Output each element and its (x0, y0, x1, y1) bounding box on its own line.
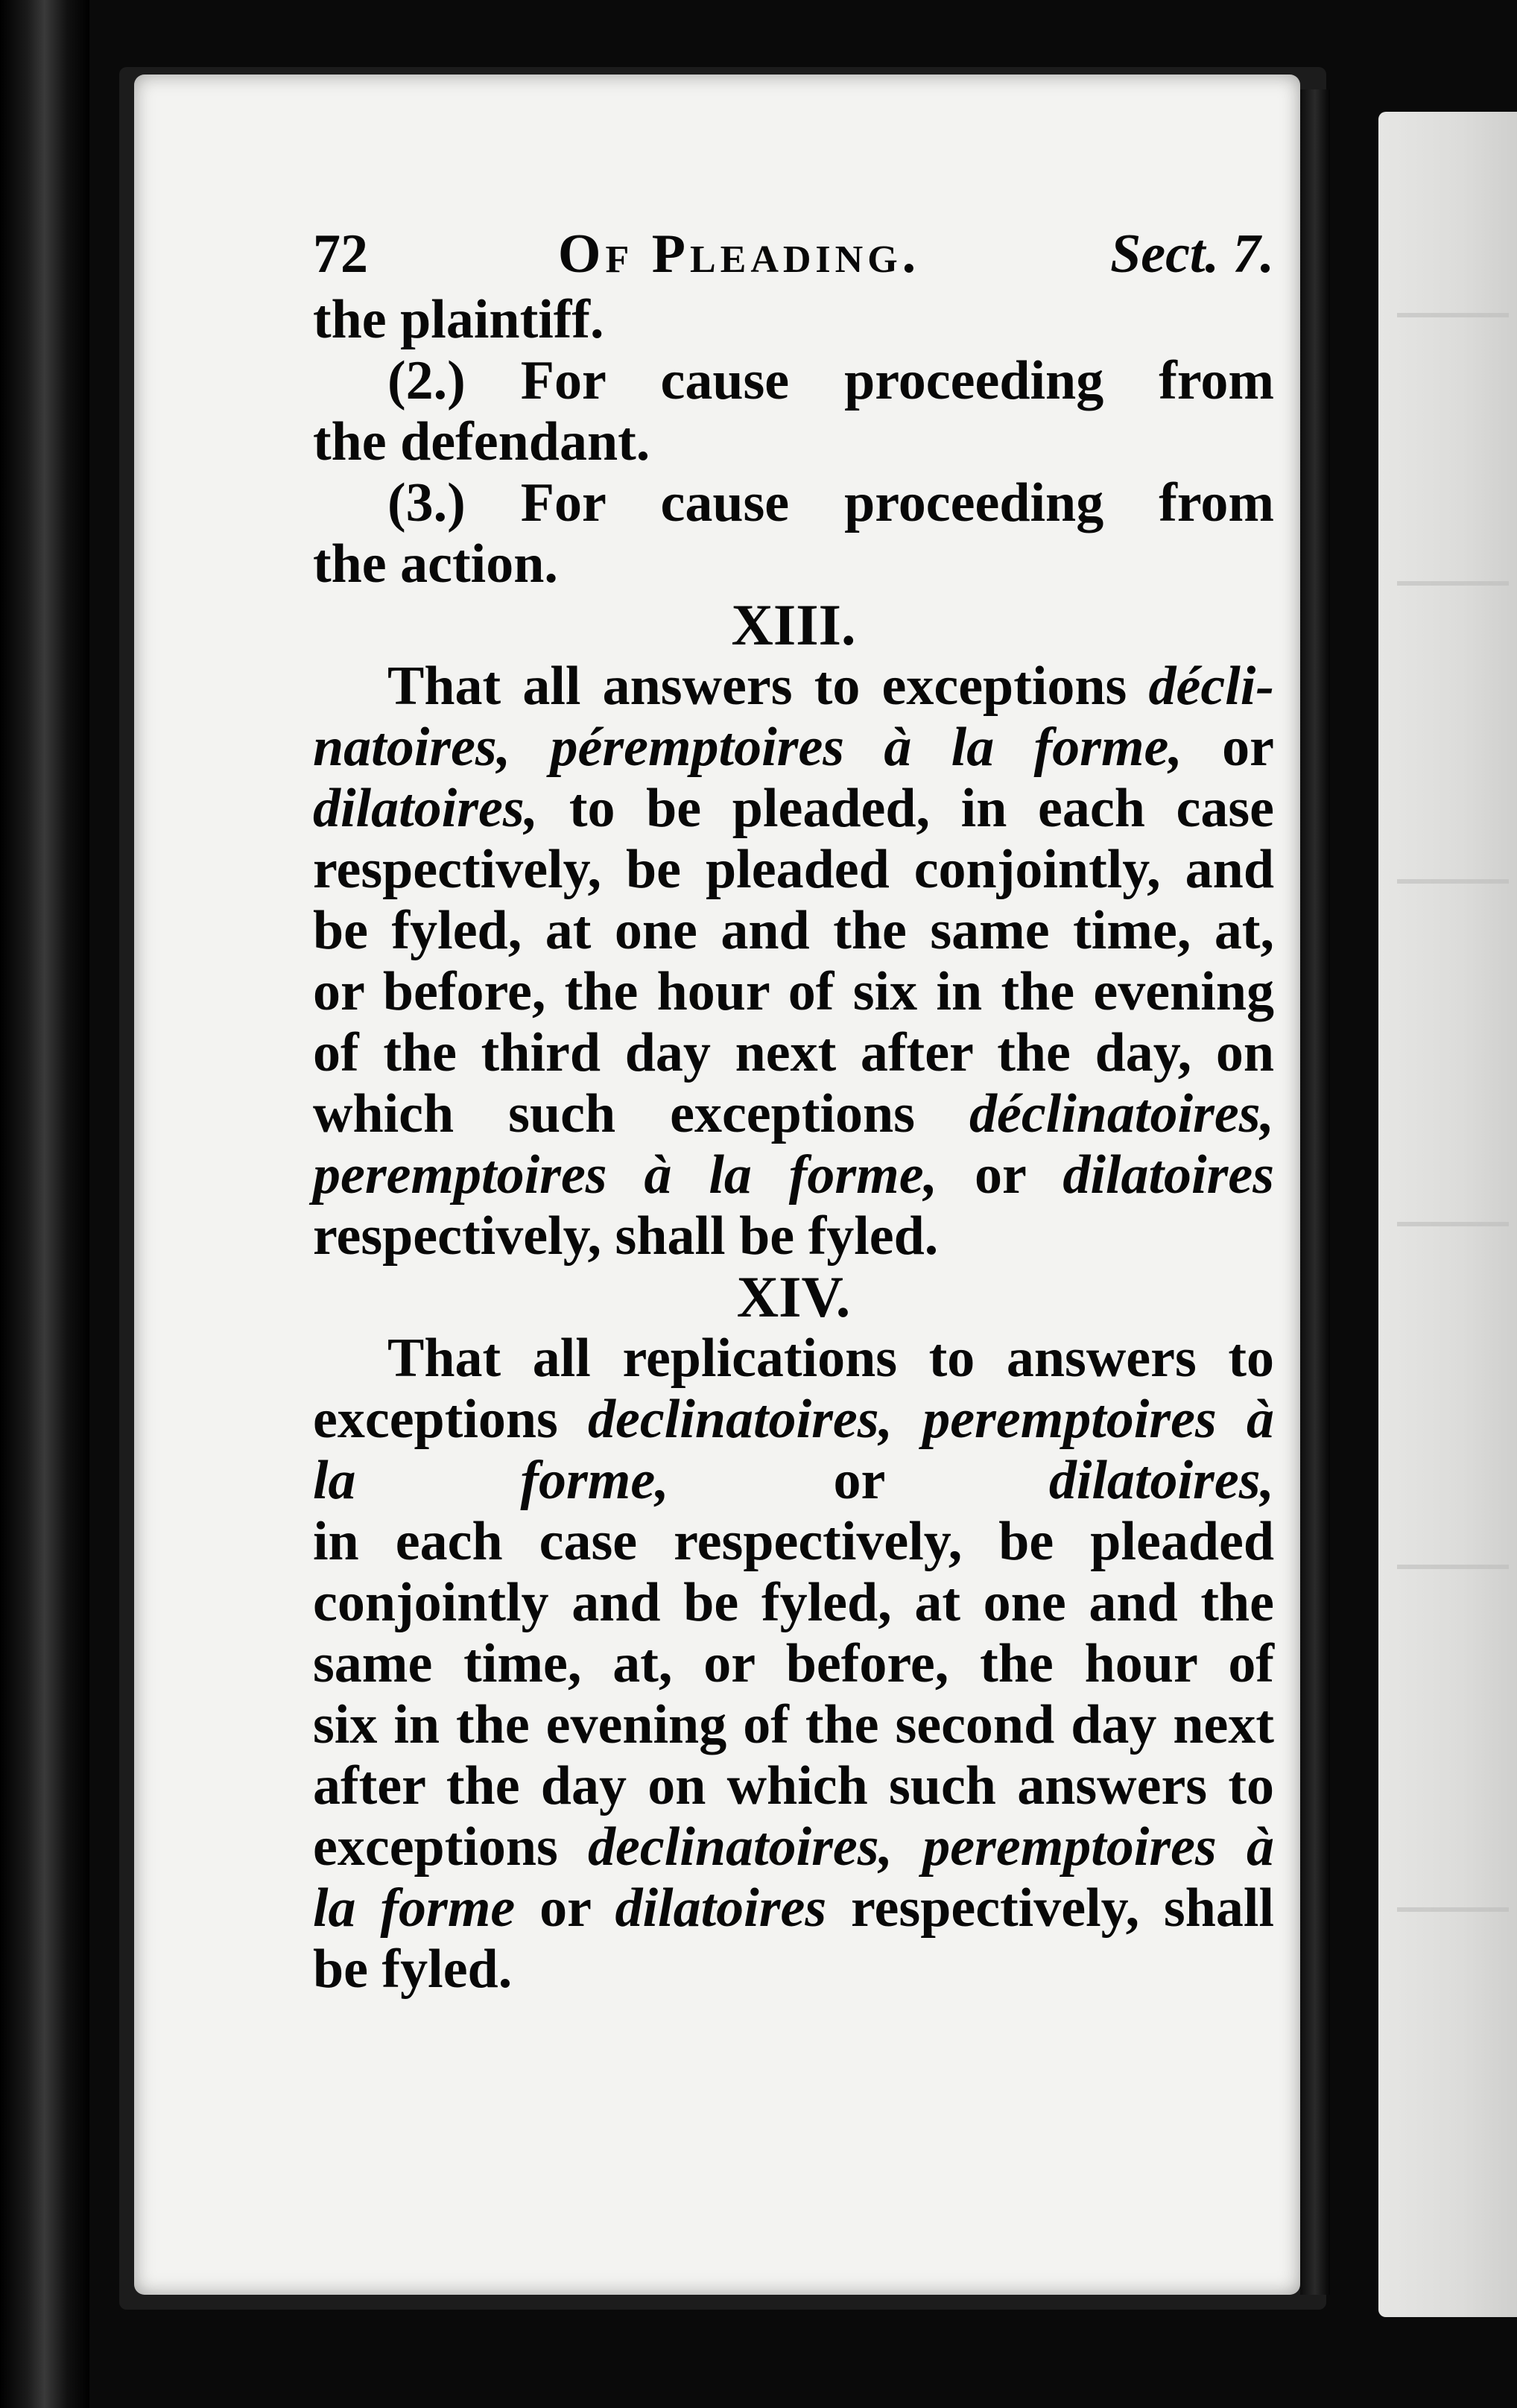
text-line (313, 1878, 1274, 1939)
text-run: of the third day next after the day, on (313, 1022, 1274, 1083)
text-run: or (1182, 717, 1274, 778)
text-line (313, 1144, 1274, 1205)
facing-page-ghost-line (1397, 1222, 1509, 1226)
text-run: which such exceptions (313, 1083, 969, 1144)
italic-phrase: natoires, péremptoires à la forme, (313, 717, 1182, 778)
italic-phrase: déclinatoires, (969, 1083, 1274, 1144)
text-line (313, 1511, 1274, 1572)
item-text: For cause proceeding from (520, 472, 1274, 533)
text-line (313, 1816, 1274, 1878)
item-text: For cause proceeding from (520, 350, 1274, 411)
page-number: 72 (313, 224, 368, 285)
text-run: That all replications to answers to (387, 1328, 1274, 1389)
italic-phrase: dilatoires (615, 1878, 827, 1939)
text-line (313, 656, 1274, 717)
text-run: or (515, 1878, 615, 1939)
text-run: in each case respectively, be pleaded (313, 1511, 1274, 1572)
section-heading-xiii: XIII. (731, 592, 856, 657)
text-line (313, 1694, 1274, 1755)
text-line (313, 1572, 1274, 1633)
text-line (313, 778, 1274, 839)
italic-phrase: dilatoires (1062, 1144, 1275, 1205)
text-run: or (668, 1450, 1049, 1511)
section-marker: Sect. 7. (1110, 224, 1274, 285)
facing-page-ghost-line (1397, 879, 1509, 884)
italic-phrase: peremptoires à la forme, (313, 1144, 938, 1205)
text-line (313, 1389, 1274, 1450)
text-run: be fyled. (313, 1939, 513, 2000)
page-gutter (1300, 89, 1330, 2295)
facing-page-edge (1378, 112, 1517, 2317)
section-heading-xiv: XIV. (736, 1264, 851, 1329)
text-line (313, 961, 1274, 1022)
facing-page-ghost-line (1397, 581, 1509, 586)
italic-phrase: décli- (1148, 656, 1274, 717)
facing-page-ghost-line (1397, 1565, 1509, 1569)
italic-phrase: la forme, (313, 1450, 669, 1511)
text-line (313, 1328, 1274, 1389)
text-line: the action. (313, 533, 558, 595)
text-run: to be pleaded, in each case (538, 778, 1274, 839)
text-line (313, 1022, 1274, 1083)
text-run: six in the evening of the second day next (313, 1694, 1274, 1755)
text-run: or (937, 1144, 1063, 1205)
text-run: conjointly and be fyled, at one and the (313, 1572, 1274, 1633)
text-run: same time, at, or before, the hour of (313, 1633, 1274, 1694)
book-spine-edge (0, 0, 89, 2408)
running-header (313, 224, 1274, 285)
section-xiv-body (313, 1328, 1274, 2000)
text-line: the defendant. (313, 411, 650, 472)
text-line: the plaintiff. (313, 289, 604, 350)
text-line (313, 900, 1274, 961)
item-number: (3.) (387, 472, 466, 533)
item-number: (2.) (387, 350, 466, 411)
text-line (313, 1083, 1274, 1144)
text-line (313, 1205, 1274, 1267)
text-run: exceptions (313, 1816, 589, 1878)
italic-phrase: la forme (313, 1878, 516, 1939)
page-text (313, 224, 1274, 2000)
italic-phrase: declinatoires, peremptoires à (588, 1389, 1274, 1450)
text-run: respectively, be pleaded conjointly, and (313, 839, 1274, 900)
text-run: respectively, shall (826, 1878, 1274, 1939)
text-line (313, 1450, 1274, 1511)
text-run: respectively, shall be fyled. (313, 1205, 939, 1267)
facing-page-ghost-line (1397, 1907, 1509, 1912)
facing-page-ghost-line (1397, 313, 1509, 317)
italic-phrase: dilatoires, (313, 778, 539, 839)
text-run: exceptions (313, 1389, 589, 1450)
section-xiii-body (313, 656, 1274, 1267)
text-line (313, 1755, 1274, 1816)
list-item (313, 472, 1274, 533)
italic-phrase: dilatoires, (1048, 1450, 1274, 1511)
text-run: or before, the hour of six in the evening (313, 961, 1274, 1022)
list-item (313, 350, 1274, 411)
text-run: be fyled, at one and the same time, at, (313, 900, 1274, 961)
text-line (313, 717, 1274, 778)
text-line (313, 839, 1274, 900)
text-line (313, 1939, 1274, 2000)
italic-phrase: declinatoires, peremptoires à (588, 1816, 1274, 1878)
text-line (313, 1633, 1274, 1694)
text-run: after the day on which such answers to (313, 1755, 1274, 1816)
running-title: Of Pleading. (557, 224, 921, 285)
text-run: That all answers to exceptions (387, 656, 1149, 717)
